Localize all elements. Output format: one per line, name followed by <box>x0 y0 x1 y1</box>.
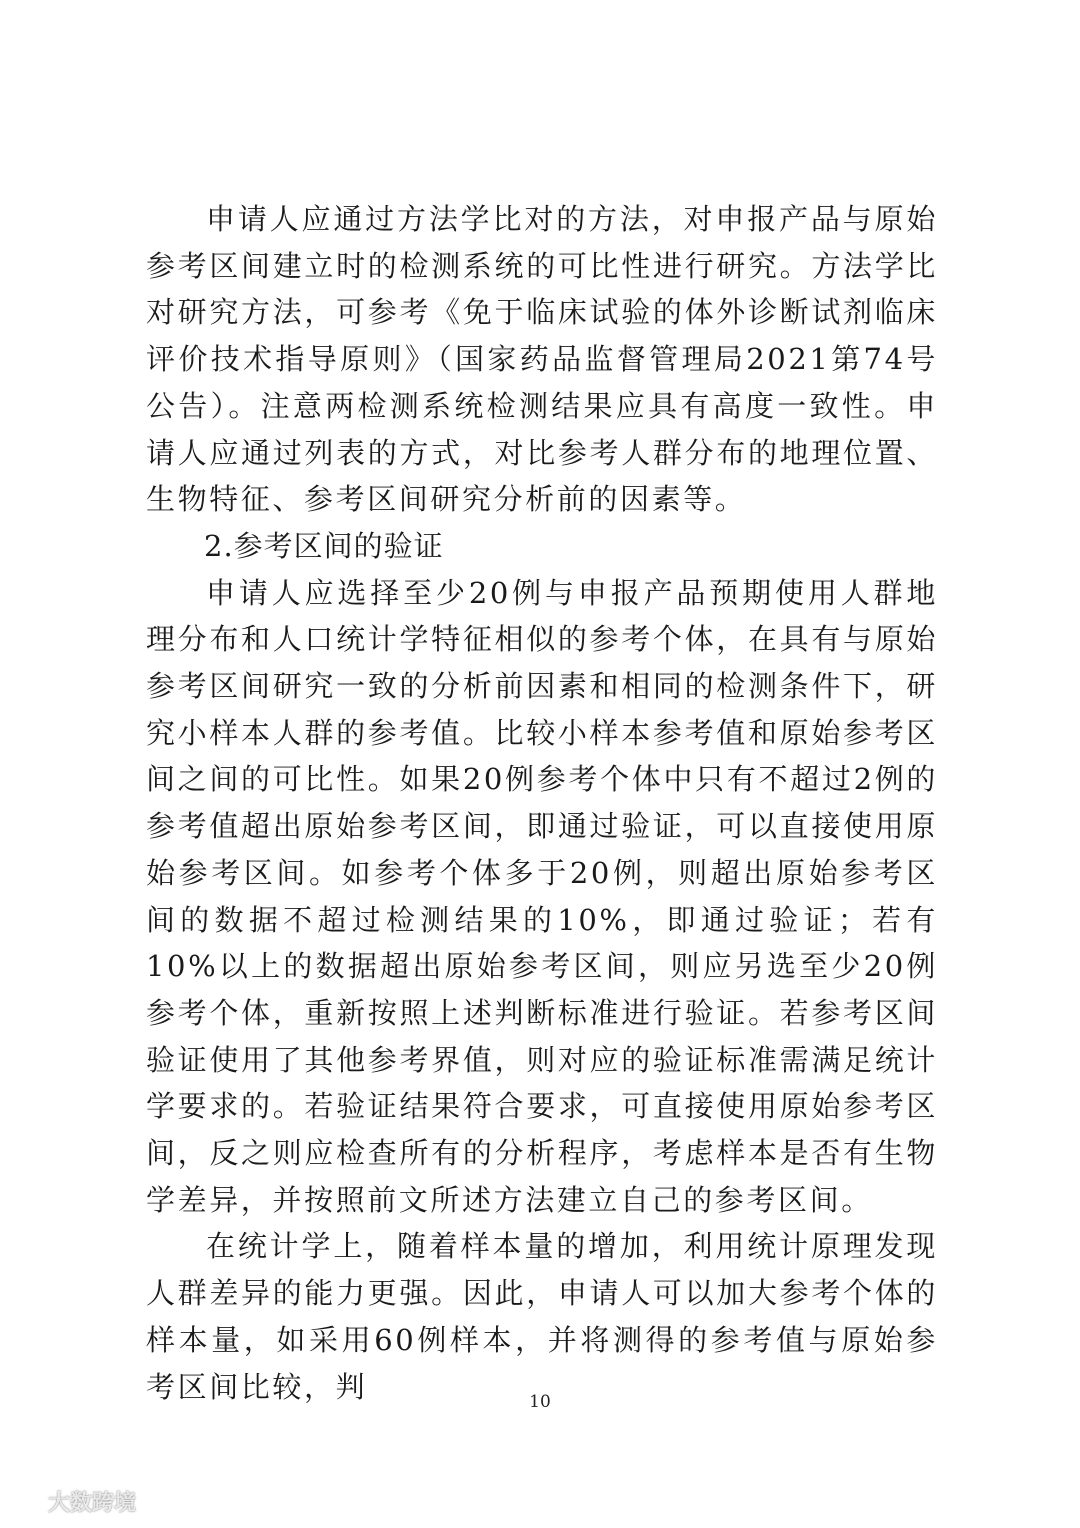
section-heading-reference-interval-verification: 2.参考区间的验证 <box>204 528 444 563</box>
weibo-logo-icon <box>8 1489 42 1515</box>
paragraph-sample-size: 在统计学上，随着样本量的增加，利用统计原理发现人群差异的能力更强。因此，申请人可以加大参考个体的样本量，如采用60例样本，并将测得的参考值与原始参考区间比较，判 <box>146 1229 938 1404</box>
paragraph-verification-criteria: 申请人应选择至少20例与申报产品预期使用人群地理分布和人口统计学特征相似的参考个体，在具有与原始参考区间研究一致的分析前因素和相同的检测条件下，研究小样本人群的参考值。比较小样本参考值和原始参考区间之间的可比性。如果20例参考个体中只有不超过2例的参考值超出原始参考区间，即通过验证，可以直接使用原始参考区间。如参考个体多于20例，则超出原始参考区间的数据不超过检测结果的10%，即通过验证；若有10%以上的数据超出原始参考区间，则应另选至少20例参考个体，重新按照上述判断标准进行验证。若参考区间验证使用了其他参考界值，则对应的验证标准需满足统计学要求的。若验证结果符合要求，可直接使用原始参考区间，反之则应检查所有的分析程序，考虑样本是否有生物学差异，并按照前文所述方法建立自己的参考区间。 <box>146 575 938 1217</box>
page-number: 10 <box>529 1392 551 1412</box>
paragraph-method-comparison: 申请人应通过方法学比对的方法，对申报产品与原始参考区间建立时的检测系统的可比性进行研究。方法学比对研究方法，可参考《免于临床试验的体外诊断试剂临床评价技术指导原则》（国家药品监督管理局2021第74号公告）。注意两检测系统检测结果应具有高度一致性。申请人应通过列表的方式，对比参考人群分布的地理位置、生物特征、参考区间研究分析前的因素等。 <box>146 202 938 517</box>
watermark <box>8 1486 136 1517</box>
watermark-text: 大数跨境 <box>48 1491 137 1516</box>
page-content <box>146 196 938 1410</box>
